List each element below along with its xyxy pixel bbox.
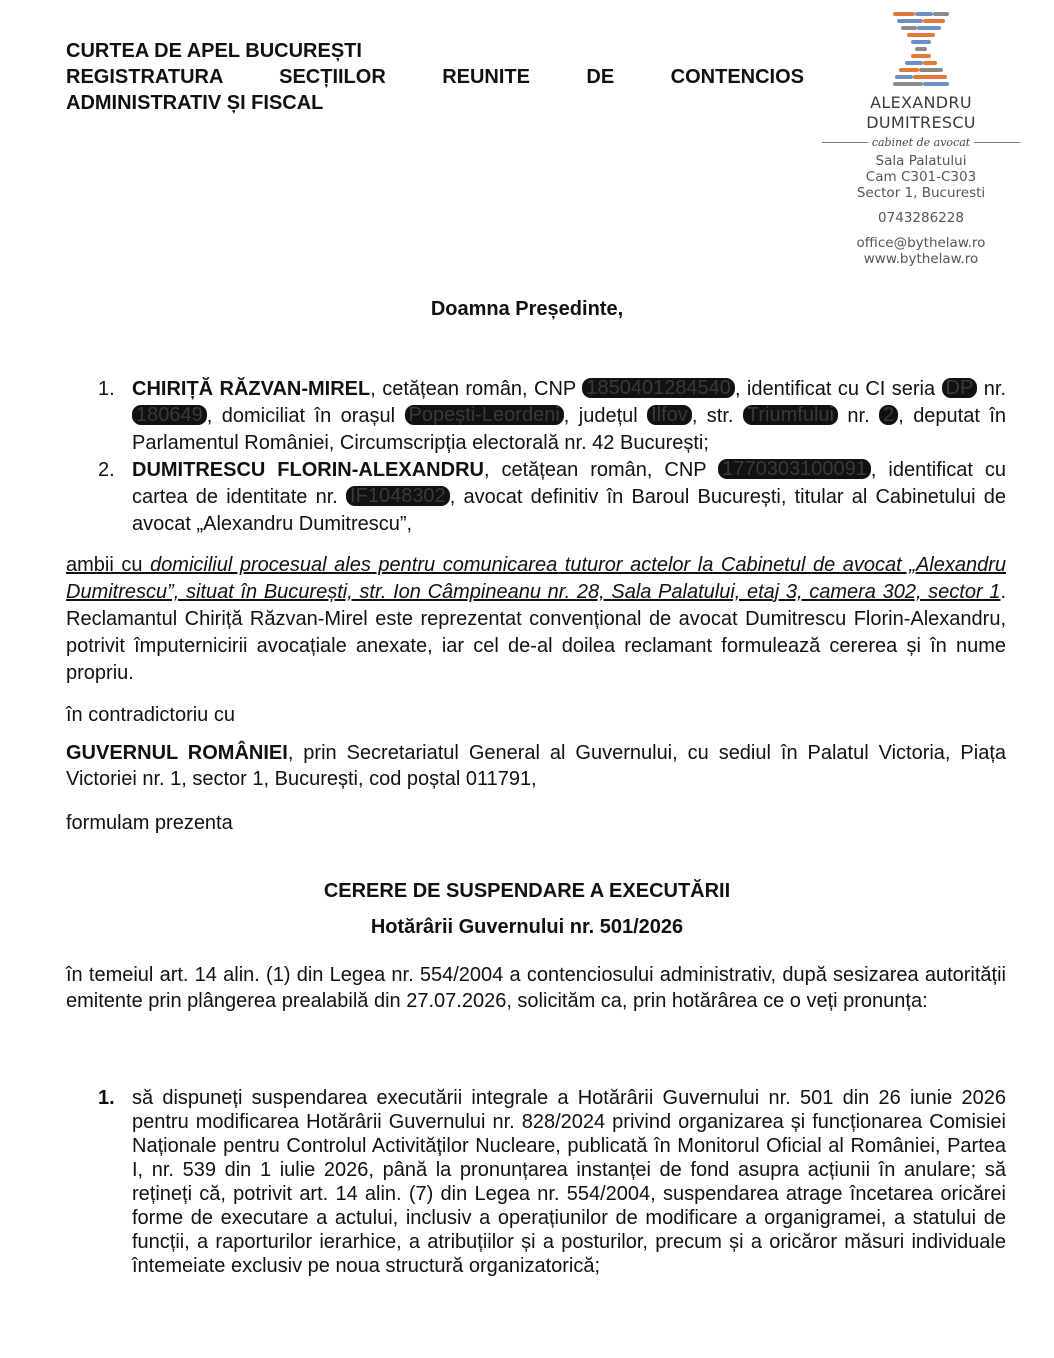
list-number: 2. [98, 459, 115, 481]
list-number: 1. [98, 378, 115, 400]
parties-list [66, 376, 1006, 538]
logo-emblem-icon [891, 8, 951, 92]
party-text: nr. [837, 405, 880, 427]
divider [822, 142, 868, 143]
party-text: , cetățean român, CNP [370, 378, 583, 400]
party-text: , domiciliat în orașul [206, 405, 405, 427]
party-text: , avocat definitiv în Baroul București, titular al Cabinetului de avocat „Alexandru Dumitrescu”, [132, 486, 1006, 535]
address-line: Sala Palatului [875, 153, 967, 169]
requests-list [66, 1086, 1006, 1278]
redacted-id-number: 180649 [132, 405, 207, 425]
redacted-id-series: DP [942, 378, 978, 398]
list-item [66, 376, 1006, 457]
party-text: , județul [563, 405, 648, 427]
redacted-cnp: 1770303100091 [718, 459, 871, 479]
redacted-street-number: 2 [879, 405, 898, 425]
logo-contact [818, 235, 1024, 267]
salutation-text: Doamna Președinte, [430, 298, 624, 320]
procedural-domicile-paragraph [66, 552, 1006, 687]
party-text: , identificat cu cartea de identitate nr. [132, 459, 1006, 508]
legal-basis-paragraph: în temeiul art. 14 alin. (1) din Legea nr. 554/2004 a contenciosului administrativ, după sesizarea autorității emitente prin plângerea prealabilă din 27.07.2026, solicităm ca, prin hotărârea ce o veți pronunța: [66, 964, 1006, 1012]
logo-phone: 0743286228 [878, 210, 964, 226]
law-office-logo [818, 8, 1024, 267]
request-text: să dispuneți suspendarea executării integrale a Hotărârii Guvernului nr. 501 din 26 iunie 2026 pentru modificarea Hotărârii Guvernului nr. 828/2024 privind organizarea și funcționarea Comisiei Naționale pentru Controlul Activităților Nucleare, publicată în Monitorul Oficial al României, Partea I, nr. 539 din 1 iulie 2026, până la pronunțarea instanței de fond asupra acțiunii în anulare; să rețineți că, potrivit art. 14 alin. (7) din Legea nr. 554/2004, suspendarea atrage încetarea oricărei forme de executare a actului, inclusiv a operațiunilor de modificare a organigramei, a statului de funcții, a raporturilor ierarhice, a atribuțiilor și a posturilor, precum și a oricăror măsuri individuale întemeiate exclusiv pe noua structură organizatorică; [132, 1087, 1006, 1277]
court-name: CURTEA DE APEL BUCUREȘTI [66, 40, 362, 62]
logo-email: office@bythelaw.ro [856, 235, 986, 251]
logo-subtitle-row [818, 136, 1024, 149]
divider [974, 142, 1020, 143]
contradictoriu-line: în contradictoriu cu [66, 704, 235, 726]
redacted-id-number: IF1048302 [346, 486, 450, 506]
address-line: Sector 1, Bucuresti [856, 185, 986, 201]
document-subtitle: Hotărârii Guvernului nr. 501/2026 [370, 916, 684, 938]
court-header [66, 38, 804, 116]
ambii-lead: ambii cu [66, 554, 151, 576]
party-text: , identificat cu CI seria [734, 378, 942, 400]
list-item [66, 457, 1006, 538]
court-section: ADMINISTRATIV ȘI FISCAL [66, 92, 324, 114]
party-name: DUMITRESCU FLORIN-ALEXANDRU [132, 459, 484, 481]
logo-name-line2: DUMITRESCU [866, 113, 976, 132]
party-text: , cetățean român, CNP [483, 459, 719, 481]
redacted-street: Triumfului [743, 405, 838, 425]
list-number: 1. [98, 1087, 115, 1109]
formulam-line: formulam prezenta [66, 812, 233, 834]
salutation [0, 298, 1054, 321]
defendant-name: GUVERNUL ROMÂNIEI [66, 742, 288, 764]
logo-website: www.bythelaw.ro [863, 251, 979, 267]
party-text: , str. [691, 405, 743, 427]
court-registry: REGISTRATURA SECȚIILOR REUNITE DE CONTENCIOS [66, 66, 804, 88]
address-line: Cam C301-C303 [865, 169, 977, 185]
list-item [66, 1086, 1006, 1278]
party-text: nr. [977, 378, 1006, 400]
redacted-city: Popești-Leordeni [405, 405, 564, 425]
procedural-address: domiciliul procesual ales pentru comunicarea tuturor actelor la Cabinetul de avocat „Alexandru Dumitrescu”, situat în București, str. Ion Câmpineanu nr. 28, Sala Palatului, etaj 3, camera 302, sector 1 [66, 554, 1007, 603]
logo-name-line1: ALEXANDRU [870, 93, 972, 112]
party-text: , deputat în Parlamentul României, Circumscripția electorală nr. 42 București; [132, 405, 1007, 454]
document-title: CERERE DE SUSPENDARE A EXECUTĂRII [323, 880, 731, 902]
defendant-details: , prin Secretariatul General al Guvernului, cu sediul în Palatul Victoria, Piața Victoriei nr. 1, sector 1, București, cod poștal 011791, [66, 742, 1007, 790]
representation-text: . Reclamantul Chiriță Răzvan-Mirel este reprezentat convențional de avocat Dumitrescu Florin-Alexandru, potrivit împuternicirii avocațiale anexate, iar cel de-al doilea reclamant formulează cererea și în nume propriu. [66, 581, 1006, 684]
redacted-county: Ilfov [647, 405, 692, 425]
party-name: CHIRIȚĂ RĂZVAN-MIREL [132, 378, 371, 400]
logo-address [818, 153, 1024, 201]
defendant-paragraph [66, 740, 1006, 792]
logo-subtitle: cabinet de avocat [871, 136, 971, 149]
redacted-cnp: 1850401284540 [582, 378, 735, 398]
